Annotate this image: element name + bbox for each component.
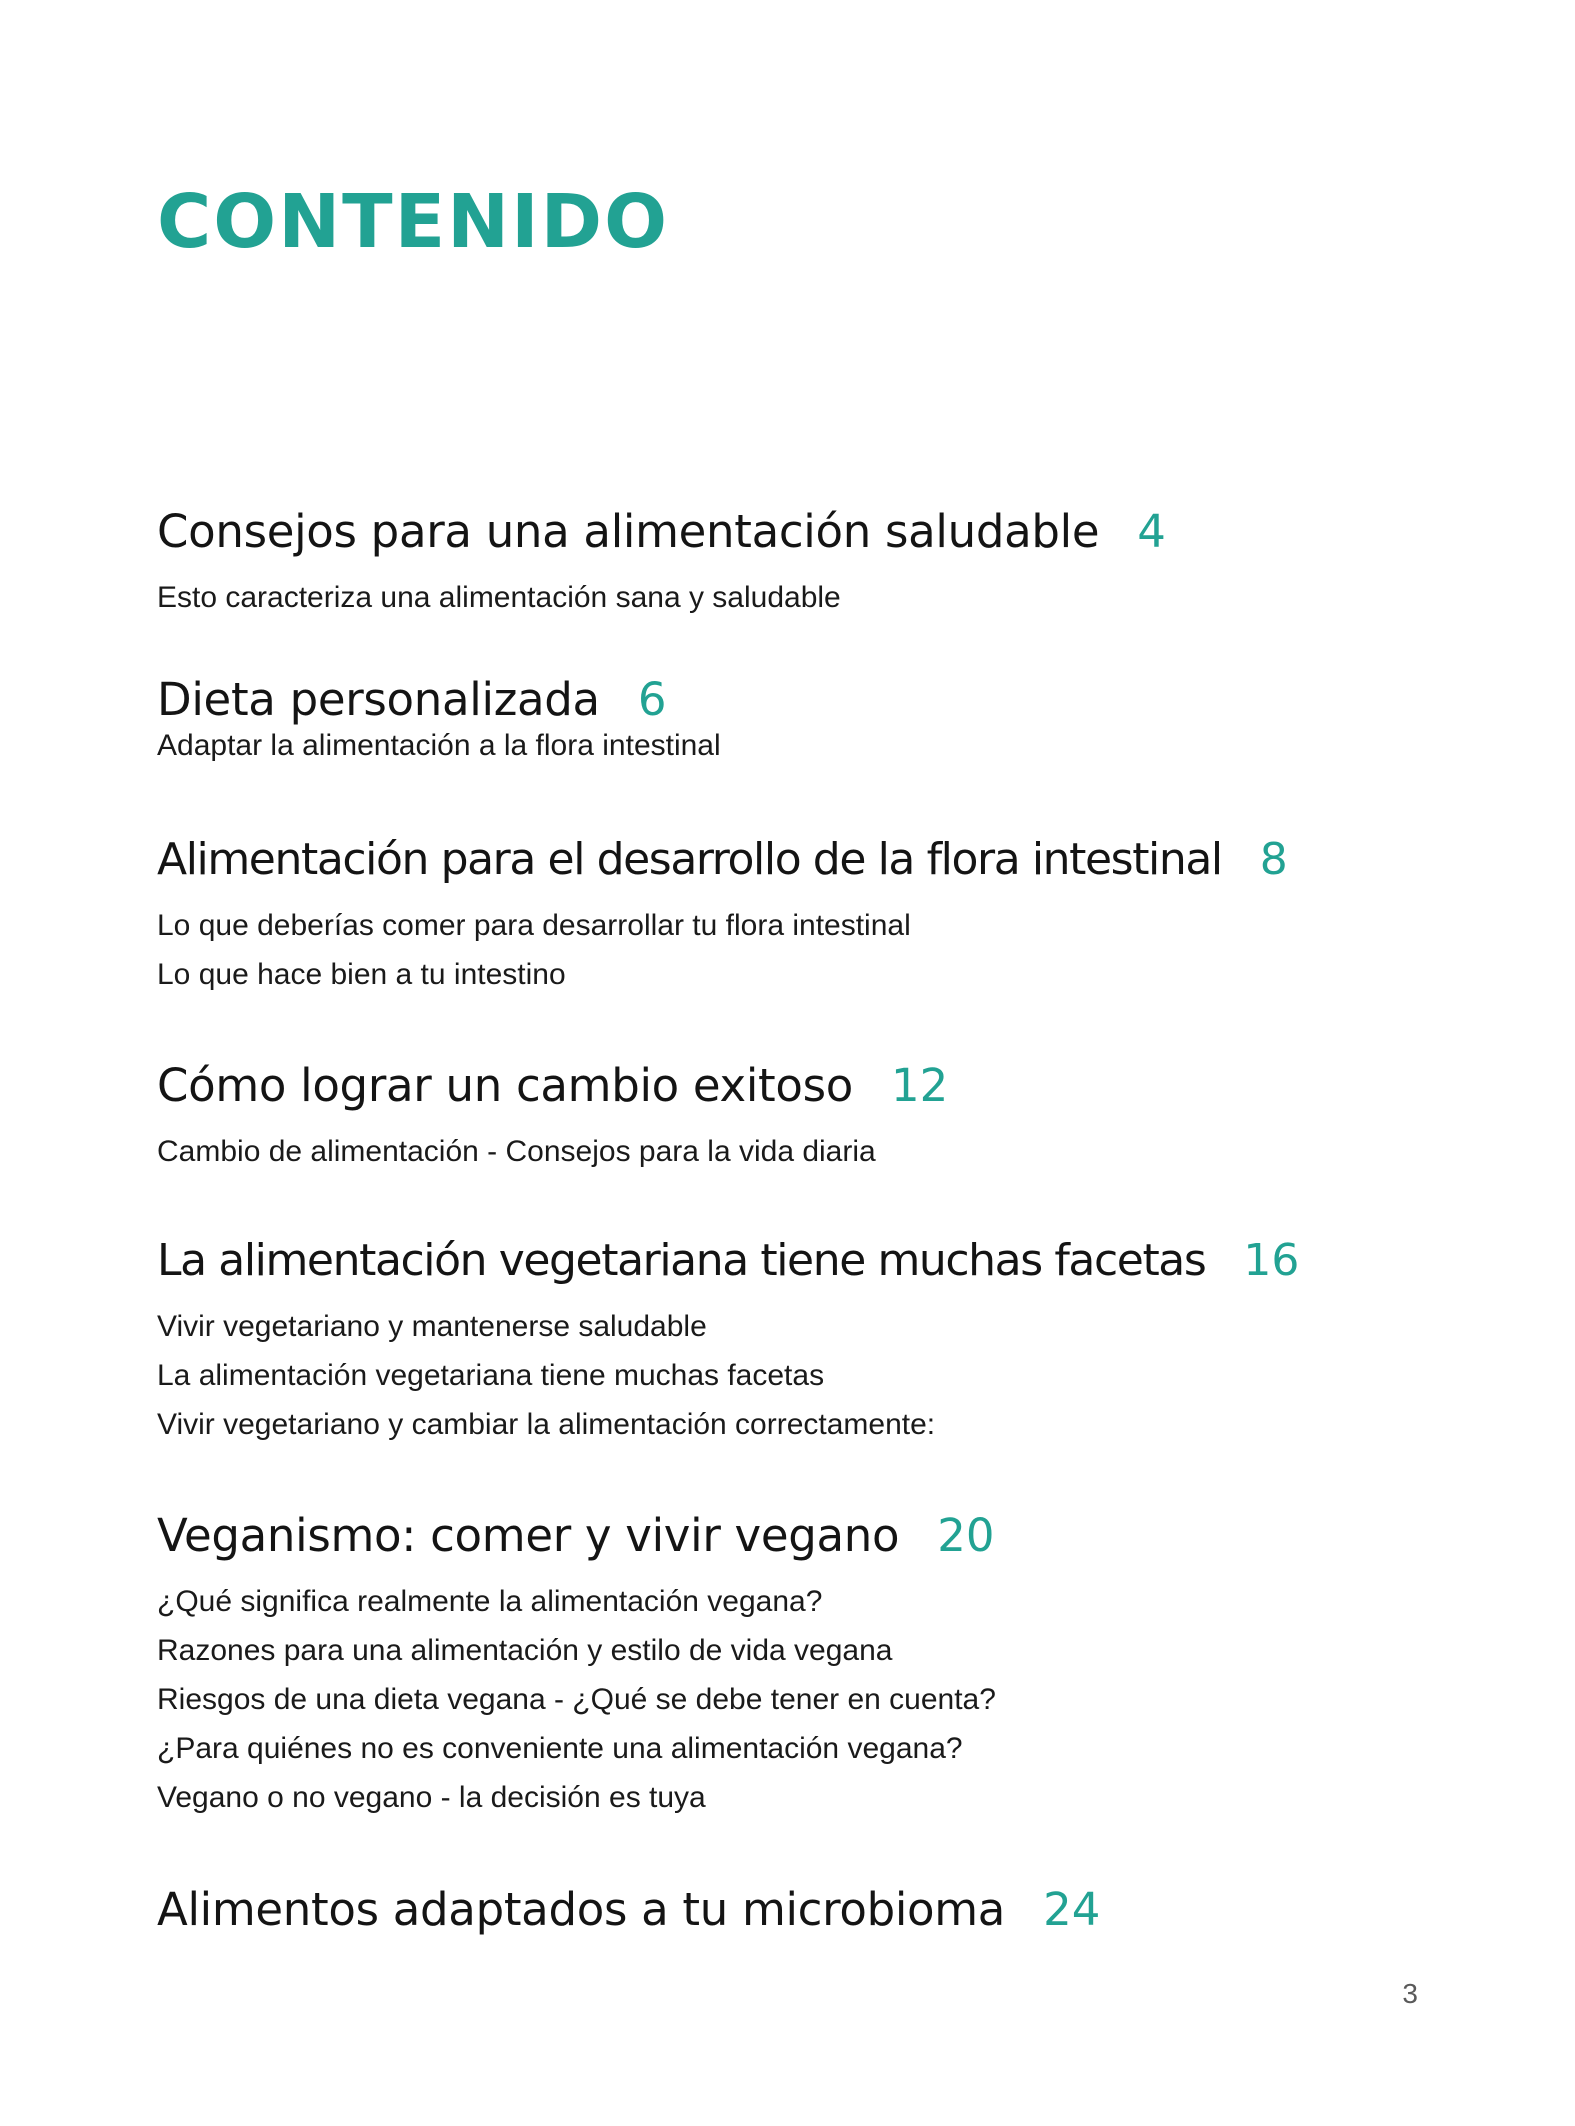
toc-section-title: Alimentos adaptados a tu microbioma [157,1883,1006,1936]
toc-section-page-number: 4 [1137,505,1166,558]
toc-section-heading[interactable] [157,1883,1475,1937]
toc-section [157,505,1475,622]
toc-subitem[interactable]: ¿Para quiénes no es conveniente una alimentación vegana? [157,1732,963,1765]
toc-section-page-number: 24 [1043,1883,1101,1936]
toc-subitem[interactable]: Cambio de alimentación - Consejos para la vida diaria [157,1135,876,1168]
toc-section [157,1059,1475,1176]
toc-section [157,1509,1475,1822]
toc-section [157,1883,1475,1937]
toc-subitem[interactable]: Vegano o no vegano - la decisión es tuya [157,1781,706,1814]
toc-section-heading[interactable] [157,673,1475,727]
toc-section-title: Veganismo: comer y vivir vegano [157,1509,900,1562]
toc-subitem[interactable]: Lo que deberías comer para desarrollar tu flora intestinal [157,908,911,942]
toc-section [157,673,1475,770]
toc-section-page-number: 20 [937,1509,995,1562]
toc-subitem[interactable]: La alimentación vegetariana tiene muchas facetas [157,1358,825,1392]
page-title: CONTENIDO [157,179,669,265]
toc-section-title: Alimentación para el desarrollo de la flora intestinal [157,834,1222,885]
toc-section-page-number: 8 [1259,834,1288,885]
toc-subitem-list [157,901,1475,999]
toc-section-heading[interactable] [157,1235,1475,1288]
toc-subitem[interactable]: Vivir vegetariano y mantenerse saludable [157,1309,707,1343]
toc-subitem[interactable]: ¿Qué significa realmente la alimentación vegana? [157,1585,823,1618]
toc-subitem-list [157,1577,1475,1822]
toc-subitem[interactable]: Esto caracteriza una alimentación sana y saludable [157,581,841,614]
toc-section-heading[interactable] [157,1059,1475,1113]
toc-section-page-number: 16 [1243,1235,1300,1286]
toc-subitem-list [157,573,1475,622]
toc-subitem-list [157,1302,1475,1449]
toc-subitem[interactable]: Riesgos de una dieta vegana - ¿Qué se debe tener en cuenta? [157,1683,996,1716]
toc-section-page-number: 12 [891,1059,949,1112]
toc-section-heading[interactable] [157,1509,1475,1563]
page-number: 3 [1402,1978,1418,2009]
toc-section [157,834,1475,999]
toc-section-title: Consejos para una alimentación saludable [157,505,1100,558]
toc-subitem[interactable]: Adaptar la alimentación a la flora intestinal [157,729,721,762]
toc-subitem[interactable]: Lo que hace bien a tu intestino [157,957,566,991]
toc-subitem-list [157,721,1475,770]
toc-section [157,1235,1475,1449]
toc-section-heading[interactable] [157,834,1475,887]
toc-subitem[interactable]: Razones para una alimentación y estilo de vida vegana [157,1634,893,1667]
toc-subitem-list [157,1127,1475,1176]
toc-section-title: Dieta personalizada [157,673,600,726]
toc-section-page-number: 6 [637,673,667,726]
toc-section-title: La alimentación vegetariana tiene muchas facetas [157,1235,1206,1286]
toc-section-title: Cómo lograr un cambio exitoso [157,1059,853,1112]
toc-section-heading[interactable] [157,505,1475,559]
toc-subitem[interactable]: Vivir vegetariano y cambiar la alimentación correctamente: [157,1407,936,1441]
